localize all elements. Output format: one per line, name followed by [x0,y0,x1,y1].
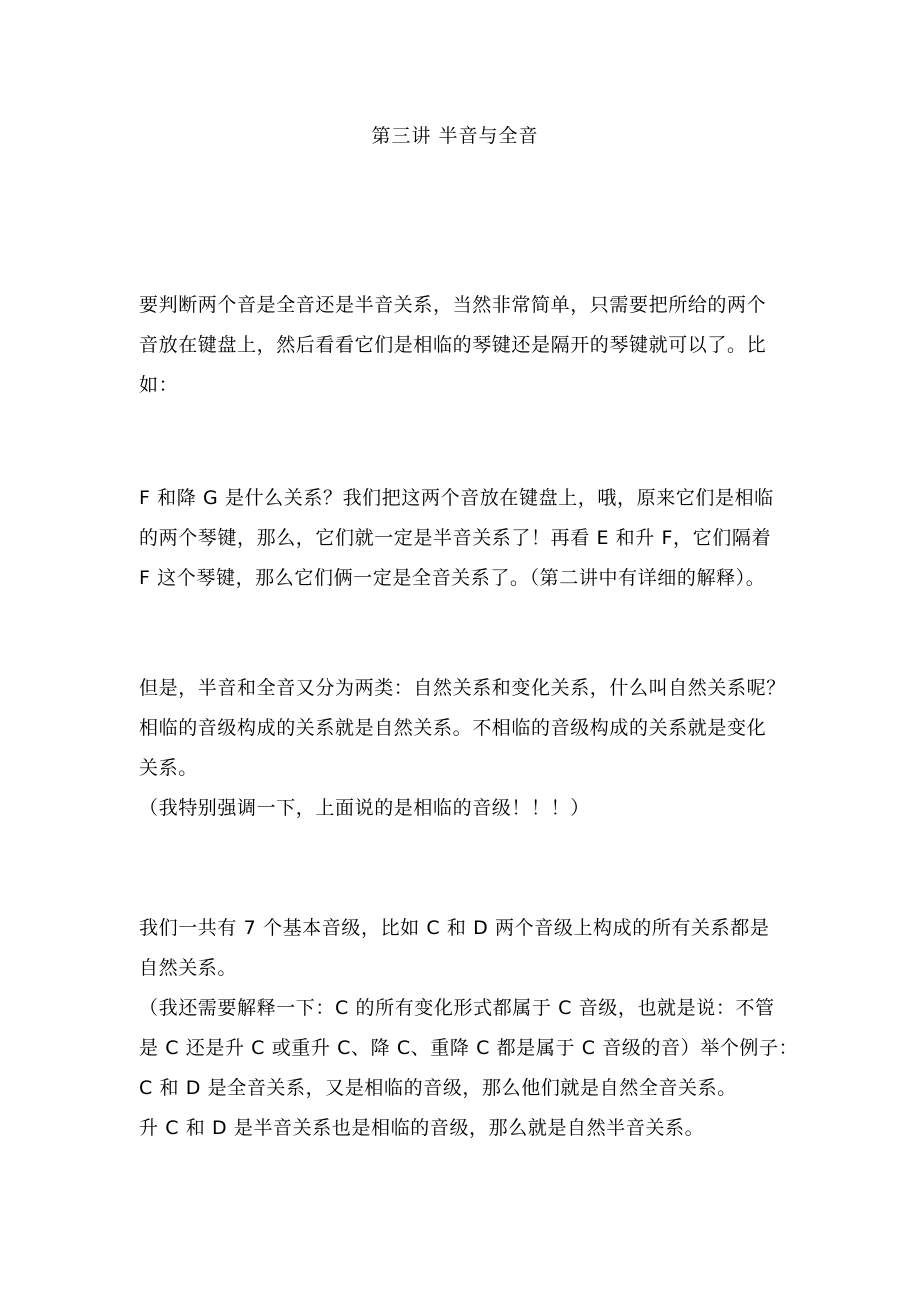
page-title: 第三讲 半音与全音 [371,125,539,147]
paragraph-line: C 和 D 是全音关系，又是相临的音级，那么他们就是自然全音关系。 [139,1077,737,1099]
paragraph-2 [139,478,789,598]
paragraph-line: （我还需要解释一下：C 的所有变化形式都属于 C 音级，也就是说：不管 [139,997,775,1019]
paragraph-line: 如： [139,374,179,396]
paragraph-line: 关系。 [139,757,198,779]
paragraph-line: F 和降 G 是什么关系？我们把这两个音放在键盘上，哦，原来它们是相临 [139,487,774,509]
paragraph-line: 我们一共有 7 个基本音级，比如 C 和 D 两个音级上构成的所有关系都是 [139,917,770,939]
paragraph-1 [139,285,789,405]
paragraph-3 [139,668,789,828]
paragraph-line: 升 C 和 D 是半音关系也是相临的音级，那么就是自然半音关系。 [139,1117,705,1139]
paragraph-line: 要判断两个音是全音还是半音关系，当然非常简单，只需要把所给的两个 [139,294,767,316]
paragraph-line: （我特别强调一下，上面说的是相临的音级！！！） [139,797,590,819]
paragraph-line: 自然关系。 [139,957,238,979]
paragraph-line: 音放在键盘上，然后看看它们是相临的琴键还是隔开的琴键就可以了。比 [139,334,767,356]
paragraph-line: 但是，半音和全音又分为两类：自然关系和变化关系，什么叫自然关系呢？ [139,677,786,699]
paragraph-4 [139,908,799,1148]
paragraph-line: 相临的音级构成的关系就是自然关系。不相临的音级构成的关系就是变化 [139,717,767,739]
paragraph-line: 的两个琴键，那么，它们就一定是半音关系了！再看 E 和升 F，它们隔着 [139,527,772,549]
paragraph-line: 是 C 还是升 C 或重升 C、降 C、重降 C 都是属于 C 音级的音）举个例子： [139,1037,799,1059]
paragraph-line: F 这个琴键，那么它们俩一定是全音关系了。（第二讲中有详细的解释）。 [139,567,766,589]
